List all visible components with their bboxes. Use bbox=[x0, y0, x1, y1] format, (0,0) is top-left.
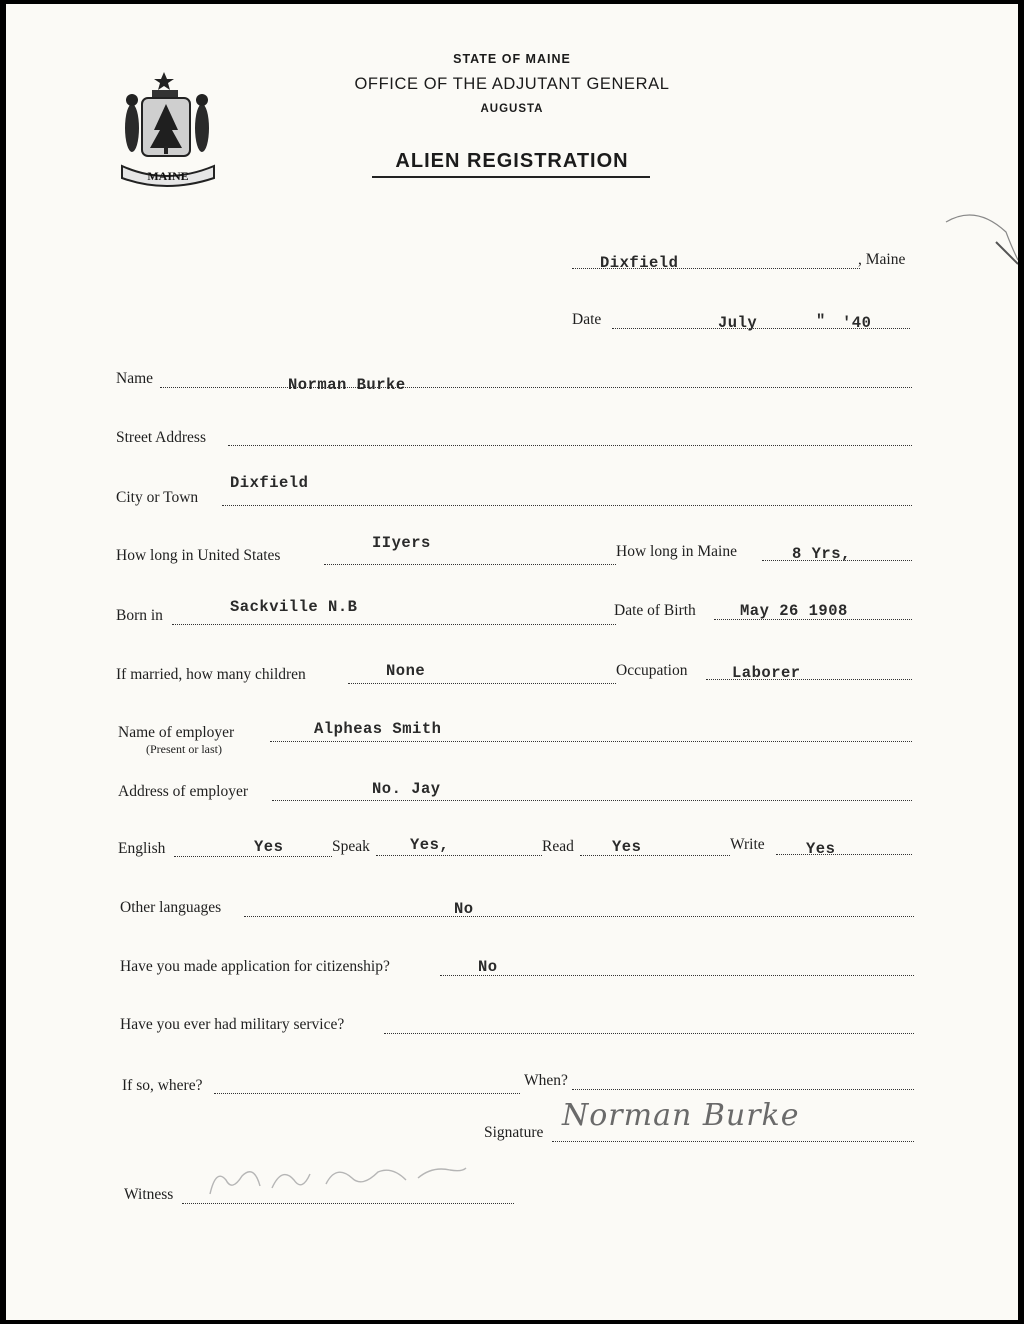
state-heading: STATE OF MAINE bbox=[453, 52, 571, 66]
street-address-label: Street Address bbox=[116, 429, 206, 446]
title-underline bbox=[372, 176, 650, 178]
where-label: If so, where? bbox=[122, 1077, 203, 1094]
date-label: Date bbox=[572, 311, 602, 328]
how-long-maine-label: How long in Maine bbox=[616, 543, 737, 560]
witness-pencil-mark bbox=[202, 1158, 472, 1204]
name-label: Name bbox=[116, 370, 154, 387]
english-value: Yes bbox=[254, 838, 284, 856]
military-label: Have you ever had military service? bbox=[120, 1016, 345, 1033]
maine-label: , Maine bbox=[858, 251, 906, 268]
citizenship-label: Have you made application for citizenship? bbox=[120, 958, 390, 975]
date-ditto: " bbox=[816, 312, 826, 330]
signature-value: Norman Burke bbox=[562, 1098, 800, 1133]
name-value: Norman Burke bbox=[288, 376, 406, 394]
when-label: When? bbox=[524, 1072, 568, 1089]
employer-sublabel: (Present or last) bbox=[146, 742, 222, 756]
dob-value: May 26 1908 bbox=[740, 602, 848, 620]
occupation-value: Laborer bbox=[732, 664, 801, 682]
registration-form bbox=[6, 4, 1018, 1320]
children-value: None bbox=[386, 662, 426, 680]
city-label: City or Town bbox=[116, 489, 199, 506]
speak-value: Yes, bbox=[410, 836, 450, 854]
read-value: Yes bbox=[612, 838, 642, 856]
date-year: '40 bbox=[842, 314, 872, 332]
how-long-us-label: How long in United States bbox=[116, 547, 281, 564]
employer-address-value: No. Jay bbox=[372, 780, 441, 798]
citizenship-value: No bbox=[478, 958, 498, 976]
employer-label: Name of employer bbox=[118, 724, 235, 741]
occupation-label: Occupation bbox=[616, 662, 688, 679]
office-heading: OFFICE OF THE ADJUTANT GENERAL bbox=[354, 75, 670, 93]
scan-artifact bbox=[936, 202, 1018, 272]
write-value: Yes bbox=[806, 840, 836, 858]
children-label: If married, how many children bbox=[116, 666, 306, 683]
speak-label: Speak bbox=[332, 838, 370, 855]
town-value: Dixfield bbox=[600, 254, 679, 272]
city-heading: AUGUSTA bbox=[480, 103, 544, 115]
born-in-value: Sackville N.B bbox=[230, 598, 358, 616]
city-value: Dixfield bbox=[230, 474, 309, 492]
date-month: July bbox=[718, 314, 758, 332]
how-long-us-value: IIyers bbox=[372, 534, 431, 552]
write-label: Write bbox=[730, 836, 765, 853]
how-long-maine-value: 8 Yrs, bbox=[792, 545, 851, 563]
dob-label: Date of Birth bbox=[614, 602, 696, 619]
seal-motto: MAINE bbox=[147, 169, 189, 183]
other-languages-value: No bbox=[454, 900, 474, 918]
born-in-label: Born in bbox=[116, 607, 163, 624]
employer-value: Alpheas Smith bbox=[314, 720, 442, 738]
signature-label: Signature bbox=[484, 1124, 544, 1141]
other-languages-label: Other languages bbox=[120, 899, 222, 916]
read-label: Read bbox=[542, 838, 574, 855]
english-label: English bbox=[118, 840, 166, 857]
witness-label: Witness bbox=[124, 1186, 174, 1203]
form-title: ALIEN REGISTRATION bbox=[395, 150, 629, 172]
employer-address-label: Address of employer bbox=[118, 783, 248, 800]
